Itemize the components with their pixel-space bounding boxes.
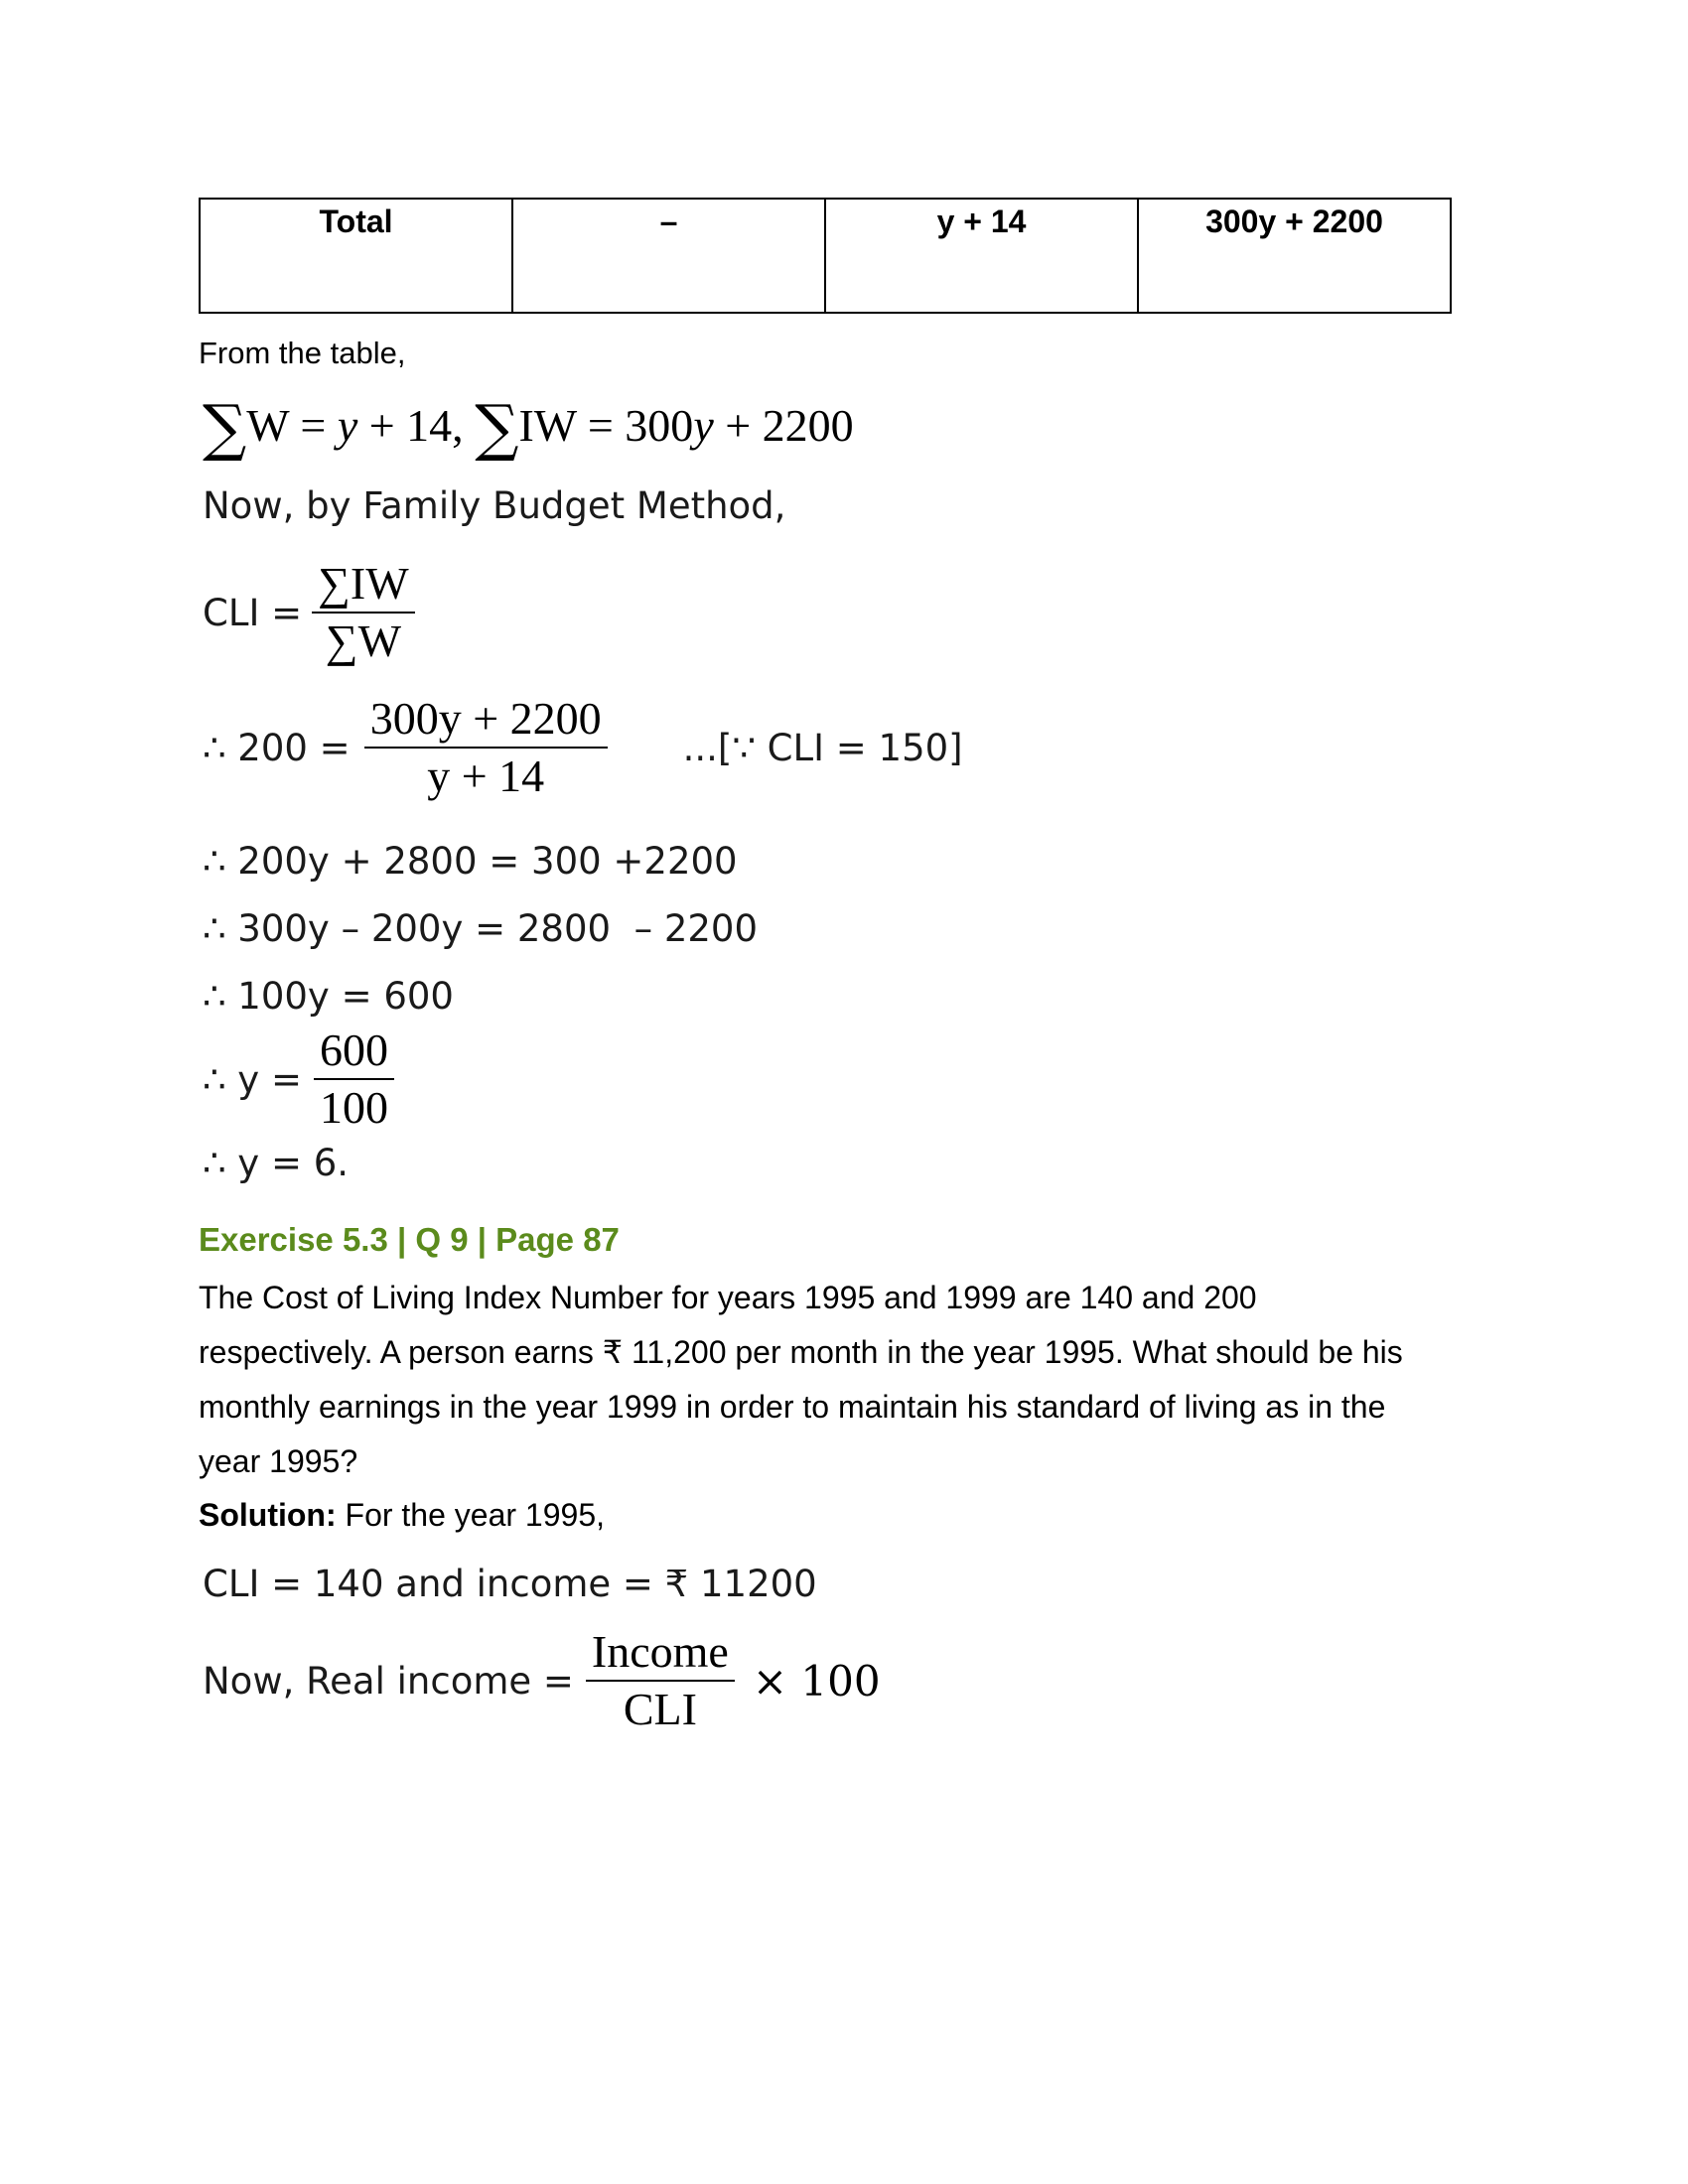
numerator: Income [591, 1626, 729, 1677]
question-paragraph [199, 1271, 1479, 1489]
table-cell-sum-iw: 300y + 2200 [1138, 199, 1451, 313]
denominator: ∑W [325, 615, 401, 666]
real-income-lhs: Now, Real income = [203, 1659, 574, 1703]
sigma-symbol: ∑ [203, 391, 247, 464]
times-100: × 100 [752, 1656, 881, 1706]
y-fraction-equation [203, 1023, 394, 1136]
y-var: y [337, 400, 358, 451]
table-row [200, 199, 1451, 313]
solution-text: For the year 1995, [336, 1497, 605, 1533]
step-line: ∴ 300y – 200y = 2800 – 2200 [203, 907, 758, 950]
fraction [586, 1624, 735, 1737]
step-line: ∴ 200y + 2800 = 300 +2200 [203, 840, 738, 883]
sum-equation [203, 391, 854, 464]
denominator: CLI [623, 1684, 697, 1734]
cli-formula [203, 556, 415, 669]
totals-table [199, 198, 1452, 314]
question-line: The Cost of Living Index Number for years 1995 and 1999 are 140 and 200 [199, 1280, 1257, 1315]
exercise-heading: Exercise 5.3 | Q 9 | Page 87 [199, 1221, 620, 1258]
denominator: y + 14 [427, 751, 545, 801]
result-line: ∴ y = 6. [203, 1142, 350, 1184]
step1-equation [203, 691, 963, 804]
numerator: 600 [319, 1024, 388, 1075]
fraction [364, 691, 608, 804]
denominator: 100 [319, 1082, 388, 1133]
solution-line [199, 1497, 605, 1534]
question-line: year 1995? [199, 1443, 358, 1479]
equals-300: = 300 [576, 400, 694, 451]
question-line: monthly earnings in the year 1999 in order to maintain his standard of living as in the [199, 1389, 1386, 1425]
sigma-symbol: ∑ [475, 391, 519, 464]
step-line: ∴ 100y = 600 [203, 975, 454, 1018]
plus-2200: + 2200 [713, 400, 854, 451]
equals: = [288, 400, 338, 451]
question-line: respectively. A person earns ₹ 11,200 per month in the year 1995. What should be his [199, 1334, 1403, 1370]
method-text: Now, by Family Budget Method, [203, 484, 786, 527]
iw-var: IW [518, 400, 577, 451]
step1-note: ...[∵ CLI = 150] [682, 726, 963, 769]
real-income-formula [203, 1624, 881, 1737]
numerator: ∑IW [318, 558, 409, 609]
y-lhs: ∴ y = [203, 1057, 302, 1101]
cli-income-line: CLI = 140 and income = ₹ 11200 [203, 1563, 817, 1605]
table-cell-label: Total [200, 199, 512, 313]
fraction [314, 1023, 394, 1136]
fraction [312, 556, 415, 669]
table-cell-dash: – [512, 199, 825, 313]
solution-label: Solution: [199, 1497, 337, 1533]
w-var: W [246, 400, 289, 451]
step1-lhs: ∴ 200 = [203, 726, 351, 769]
y-var: y [693, 400, 714, 451]
cli-lhs: CLI = [203, 591, 303, 634]
plus-14: + 14, [357, 400, 464, 451]
numerator: 300y + 2200 [369, 693, 602, 744]
table-cell-sum-w: y + 14 [825, 199, 1138, 313]
intro-text: From the table, [199, 336, 406, 370]
